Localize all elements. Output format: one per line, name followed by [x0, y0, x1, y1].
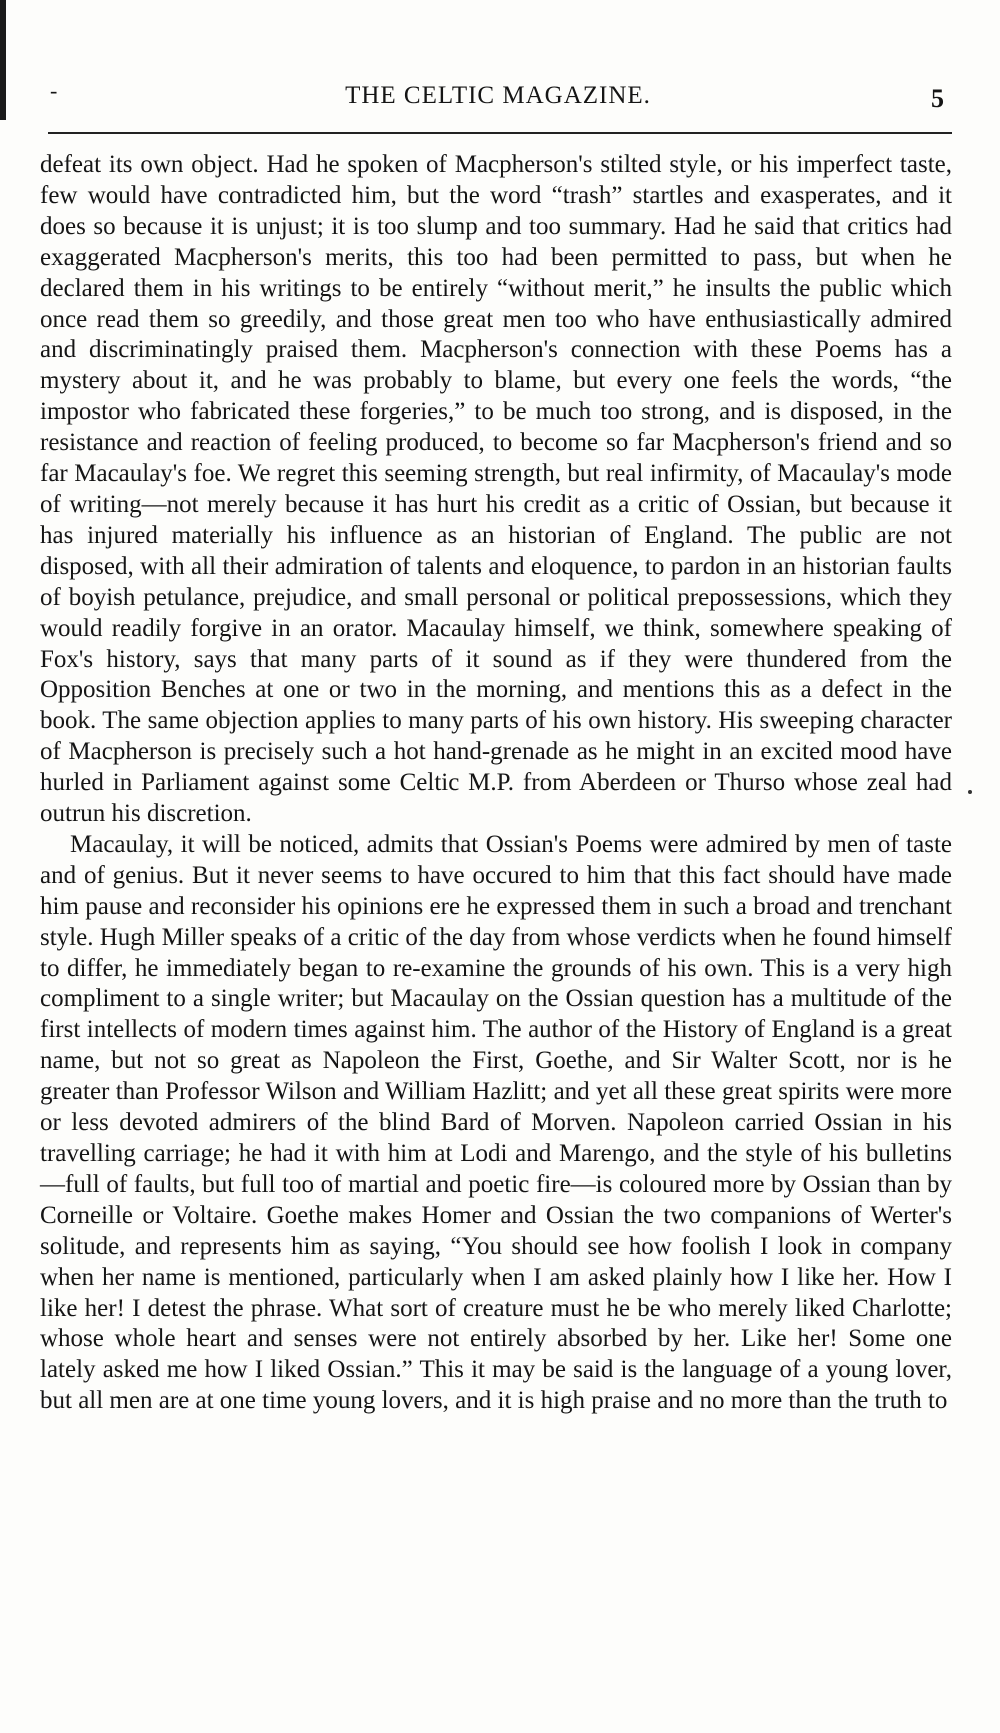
paragraph-continued: defeat its own object. Had he spoken of Macpherson's stilted style, or his imperfect taste, few would have contradicted him, but the word “trash” startles and exasperates, and it does so because it is unjust; it is too slump and too summary. Had he said that critics had exaggerated Macpherson's merits, this too had been permitted to pass, but when he declared them in his writings to be entirely “without merit,” he insults the public which once read them so greedily, and those great men too who have enthusiastically admired and discriminatingly praised them. Macpherson's connection with these Poems has a mystery about it, and he was probably to blame, but every one feels the words, “the impostor who fabricated these forgeries,” to be much too strong, and is disposed, in the resistance and reaction of feeling produced, to become so far Macpherson's friend and so far Macaulay's foe. We regret this seeming strength, but real infirmity, of Macaulay's mode of writing—not merely because it has hurt his credit as a critic of Ossian, but because it has injured materially his influence as an historian of England. The public are not disposed, with all their admiration of talents and eloquence, to pardon in an historian faults of boyish petulance, prejudice, and small personal or political prepossessions, which they would readily forgive in an orator. Macaulay himself, we think, somewhere speaking of Fox's history, says that many parts of it sound as if they were thundered from the Opposition Benches at one or two in the morning, and mentions this as a defect in the book. The same objection applies to many parts of his own history. His sweeping character of Macpherson is precisely such a hot hand-grenade as he might in an excited mood have hurled in Parliament against some Celtic M.P. from Aberdeen or Thurso whose zeal had outrun his discretion.	[40, 151, 952, 828]
stray-ink-dot	[968, 790, 972, 794]
page-binding-edge	[0, 0, 6, 120]
page-header	[48, 78, 948, 118]
header-rule	[48, 132, 952, 134]
article-body	[40, 150, 952, 1417]
header-left-mark: -	[50, 78, 58, 103]
paragraph-macaulay: Macaulay, it will be noticed, admits that Ossian's Poems were admired by men of taste and of genius. But it never seems to have occured to him that this fact should have made him pause and reconsider his opinions ere he expressed them in such a broad and trenchant style. Hugh Miller speaks of a critic of the day from whose verdicts when he found himself to differ, he immediately began to re-examine the grounds of his own. This is a very high compliment to a single writer; but Macaulay on the Ossian question has a multitude of the first intellects of modern times against him. The author of the History of England is a great name, but not so great as Napoleon the First, Goethe, and Sir Walter Scott, nor is he greater than Professor Wilson and William Hazlitt; and yet all these great spirits were more or less devoted admirers of the blind Bard of Morven. Napoleon carried Ossian in his travelling carriage; he had it with him at Lodi and Marengo, and the style of his bulletins—full of faults, but full too of martial and poetic fire—is coloured more by Ossian than by Corneille or Voltaire. Goethe makes Homer and Ossian the two companions of Werter's solitude, and represents him as saying, “You should see how foolish I look in company when her name is mentioned, particularly when I am asked plainly how I like her. How I like her! I detest the phrase. What sort of creature must he be who merely liked Charlotte; whose whole heart and senses were not entirely absorbed by her. Like her! Some one lately asked me how I liked Ossian.” This it may be said is the language of a young lover, but all men are at one time young lovers, and it is high praise and no more than the truth to	[40, 830, 952, 1415]
running-title: THE CELTIC MAGAZINE.	[345, 82, 651, 109]
page-number: 5	[931, 84, 944, 113]
